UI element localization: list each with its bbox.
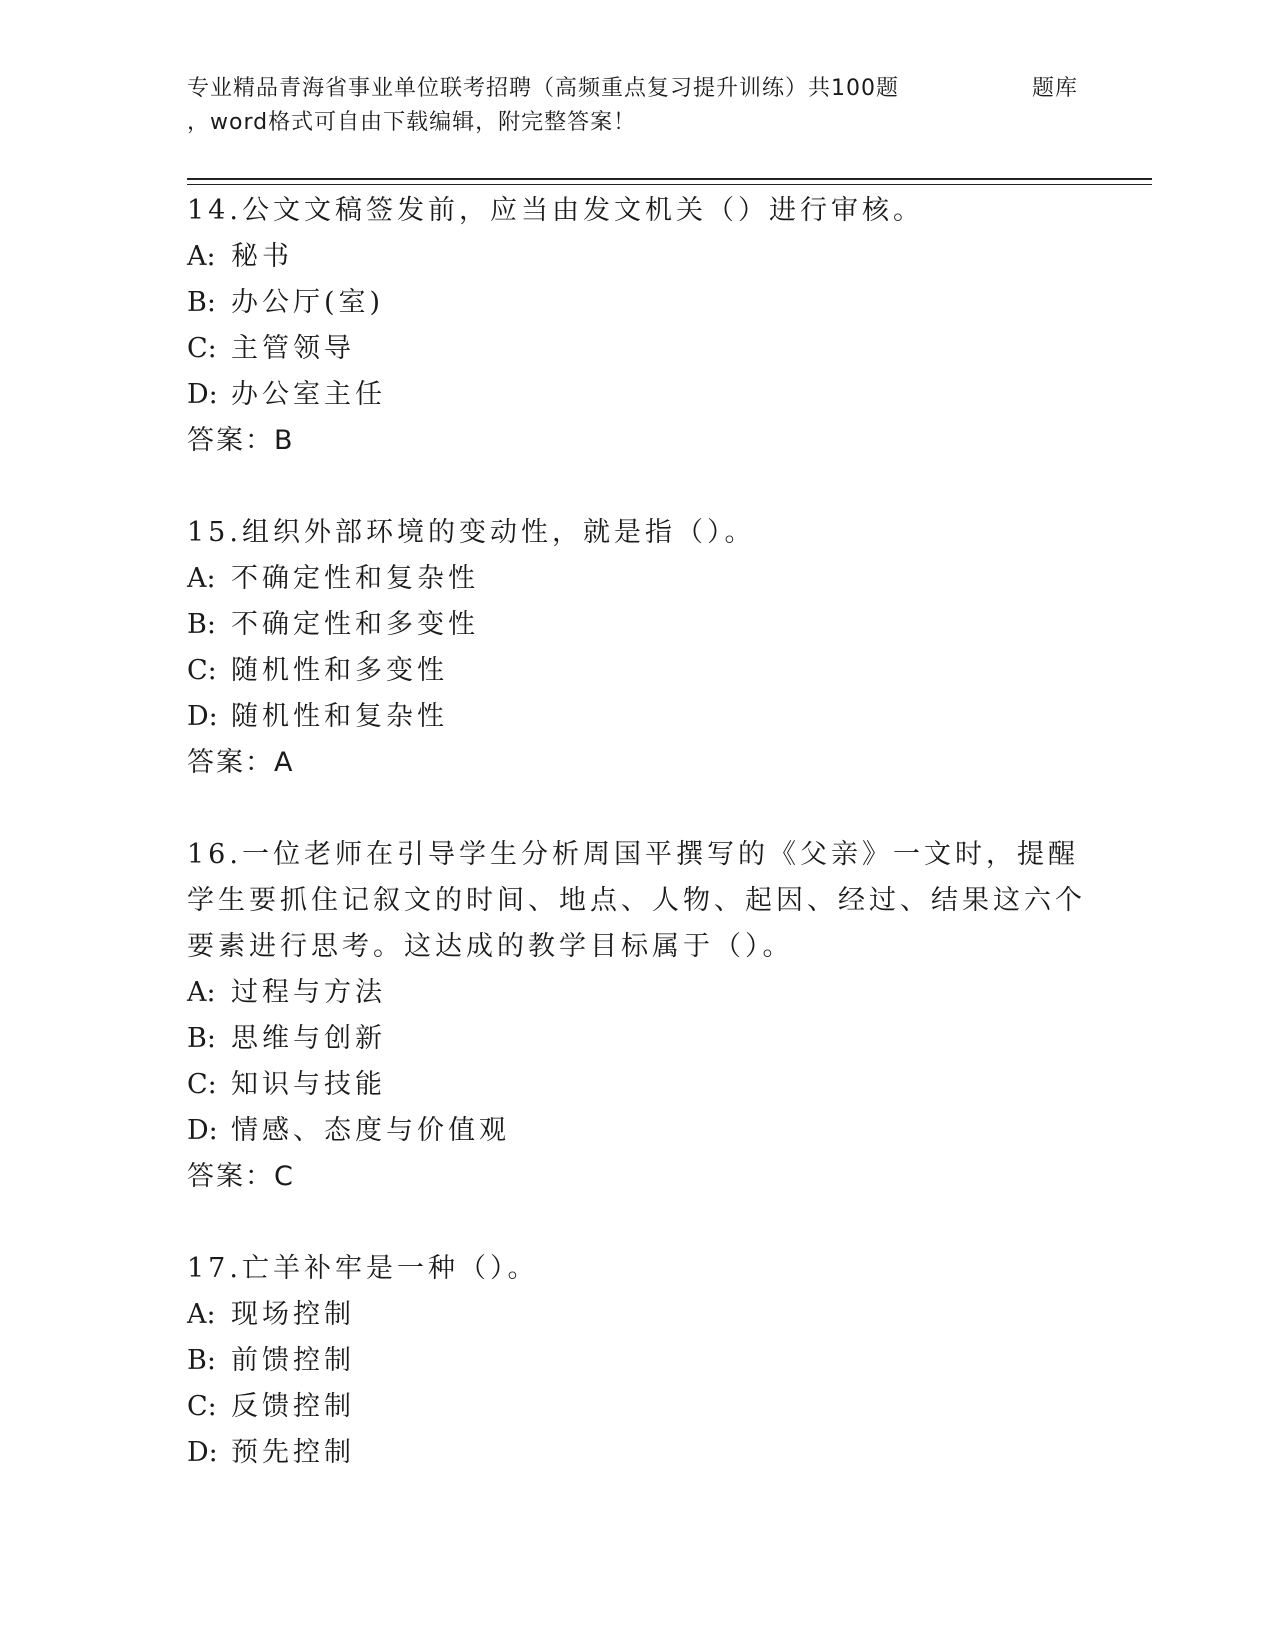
option-c	[187, 1384, 1087, 1430]
question-stem: 17.亡羊补牢是一种（）。	[187, 1253, 539, 1284]
option-b	[187, 1016, 1087, 1062]
option-b	[187, 1338, 1087, 1384]
option-c	[187, 1062, 1087, 1108]
document-header	[187, 72, 1087, 140]
option-letter: A:	[187, 241, 216, 272]
option-c	[187, 326, 1087, 372]
question-stem: 16.一位老师在引导学生分析周国平撰写的《父亲》一文时，提醒学生要抓住记叙文的时间、地点、人物、起因、经过、结果这六个要素进行思考。这达成的教学目标属于（）。	[187, 839, 1086, 962]
option-letter: D:	[187, 701, 218, 732]
option-a	[187, 556, 1087, 602]
header-divider-thin	[187, 184, 1152, 185]
question-16	[187, 832, 1087, 1200]
option-text: 办公室主任	[231, 379, 386, 410]
option-text: 不确定性和多变性	[231, 609, 479, 640]
header-title: 专业精品青海省事业单位联考招聘（高频重点复习提升训练）共100题	[187, 76, 899, 101]
question-list	[187, 188, 1087, 1522]
option-text: 主管领导	[231, 333, 355, 364]
question-14	[187, 188, 1087, 464]
option-text: 预先控制	[231, 1437, 355, 1468]
option-text: 前馈控制	[231, 1345, 355, 1376]
option-letter: C:	[187, 1069, 217, 1100]
option-d	[187, 1108, 1087, 1154]
option-d	[187, 694, 1087, 740]
option-c	[187, 648, 1087, 694]
answer: 答案：B	[187, 425, 295, 456]
option-text: 随机性和复杂性	[231, 701, 448, 732]
option-d	[187, 1430, 1087, 1476]
option-text: 过程与方法	[231, 977, 386, 1008]
option-text: 思维与创新	[231, 1023, 386, 1054]
question-17	[187, 1246, 1087, 1476]
option-letter: B:	[187, 609, 216, 640]
question-15	[187, 510, 1087, 786]
option-a	[187, 970, 1087, 1016]
header-subtitle: ，word格式可自由下载编辑，附完整答案！	[187, 110, 637, 135]
option-letter: C:	[187, 333, 217, 364]
option-letter: A:	[187, 977, 216, 1008]
option-b	[187, 602, 1087, 648]
option-letter: B:	[187, 1345, 216, 1376]
option-letter: B:	[187, 287, 216, 318]
option-text: 现场控制	[231, 1299, 355, 1330]
option-letter: D:	[187, 1115, 218, 1146]
option-letter: D:	[187, 1437, 218, 1468]
option-text: 反馈控制	[231, 1391, 355, 1422]
option-letter: B:	[187, 1023, 216, 1054]
option-text: 知识与技能	[231, 1069, 386, 1100]
option-letter: C:	[187, 655, 217, 686]
option-a	[187, 234, 1087, 280]
option-d	[187, 372, 1087, 418]
option-letter: A:	[187, 563, 216, 594]
header-divider	[187, 178, 1152, 180]
question-stem: 15.组织外部环境的变动性，就是指（）。	[187, 517, 756, 548]
option-text: 秘书	[231, 241, 293, 272]
header-tag: 题库	[1032, 76, 1079, 101]
answer: 答案：A	[187, 747, 295, 778]
option-letter: A:	[187, 1299, 216, 1330]
option-text: 办公厅(室)	[231, 287, 385, 318]
option-letter: D:	[187, 379, 218, 410]
option-a	[187, 1292, 1087, 1338]
option-text: 情感、态度与价值观	[231, 1115, 510, 1146]
question-stem: 14.公文文稿签发前，应当由发文机关（）进行审核。	[187, 195, 924, 226]
option-text: 不确定性和复杂性	[231, 563, 479, 594]
option-letter: C:	[187, 1391, 217, 1422]
answer: 答案：C	[187, 1161, 295, 1192]
option-b	[187, 280, 1087, 326]
option-text: 随机性和多变性	[231, 655, 448, 686]
